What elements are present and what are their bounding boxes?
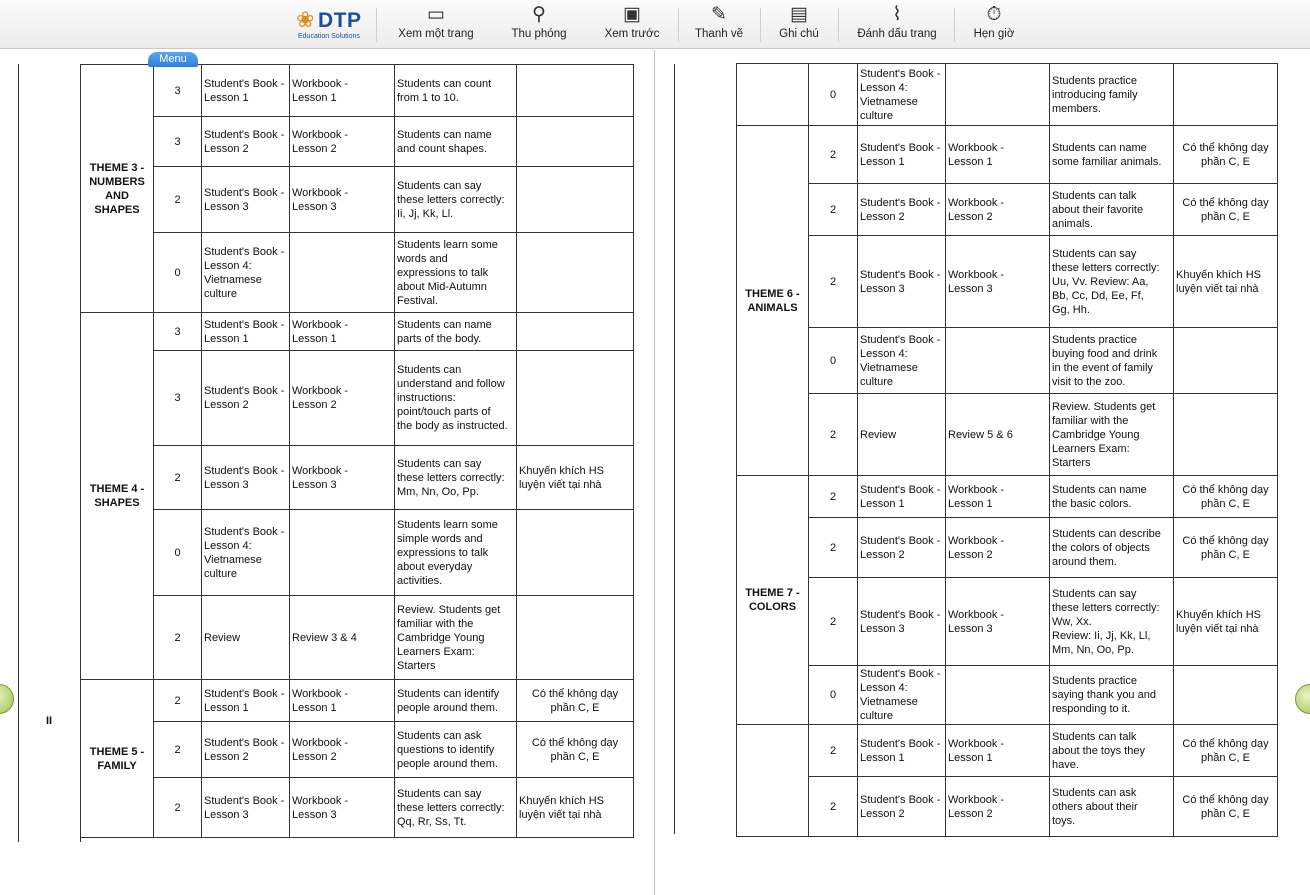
periods-cell: 3 bbox=[154, 351, 202, 446]
workbook-cell: Workbook - Lesson 3 bbox=[946, 236, 1050, 328]
note-cell: Khuyến khích HS luyện viết tại nhà bbox=[1174, 578, 1278, 666]
note-cell: Có thể không dạy phần C, E bbox=[1174, 777, 1278, 837]
note-cell bbox=[517, 313, 634, 351]
menu-tab[interactable]: Menu bbox=[148, 52, 198, 67]
note-cell bbox=[517, 167, 634, 233]
note-cell: Có thể không dạy phần C, E bbox=[1174, 518, 1278, 578]
workbook-cell: Workbook - Lesson 2 bbox=[946, 518, 1050, 578]
draw-toolbar-button[interactable] bbox=[690, 2, 748, 46]
workbook-cell: Workbook - Lesson 1 bbox=[290, 65, 395, 117]
objective-cell: Students can count from 1 to 10. bbox=[395, 65, 517, 117]
note-cell bbox=[517, 233, 634, 313]
objective-cell: Students learn some words and expressions to talk about Mid-Autumn Festival. bbox=[395, 233, 517, 313]
objective-cell: Students can say these letters correctly: Qq, Rr, Ss, Tt. bbox=[395, 778, 517, 838]
table-row bbox=[81, 65, 634, 117]
objective-cell: Students practice introducing family members. bbox=[1050, 64, 1174, 126]
students-book-cell: Student's Book - Lesson 1 bbox=[858, 126, 946, 184]
students-book-cell: Student's Book - Lesson 2 bbox=[202, 722, 290, 778]
note-cell: Có thể không dạy phần C, E bbox=[517, 680, 634, 722]
note-cell bbox=[517, 351, 634, 446]
periods-cell: 3 bbox=[154, 117, 202, 167]
zoom-label: Thu phóng bbox=[511, 28, 567, 40]
workbook-cell: Review 3 & 4 bbox=[290, 596, 395, 680]
objective-cell: Review. Students get familiar with the Cambridge Young Learners Exam: Starters bbox=[1050, 394, 1174, 476]
table-row bbox=[737, 126, 1278, 184]
note-cell bbox=[517, 65, 634, 117]
table-row bbox=[737, 184, 1278, 236]
note-label: Ghi chú bbox=[779, 28, 819, 40]
single-page-label: Xem một trang bbox=[398, 28, 474, 40]
table-row bbox=[737, 328, 1278, 394]
workbook-cell bbox=[946, 328, 1050, 394]
preview-label: Xem trước bbox=[604, 28, 660, 40]
theme-cell: THEME 7 - COLORS bbox=[737, 476, 809, 725]
students-book-cell: Student's Book - Lesson 2 bbox=[858, 518, 946, 578]
toolbar-divider bbox=[838, 8, 839, 42]
table-row bbox=[81, 351, 634, 446]
periods-cell: 2 bbox=[154, 778, 202, 838]
objective-cell: Students can say these letters correctly: Ww, Xx. Review: Ii, Jj, Kk, Ll, Mm, Nn, Oo, Pp. bbox=[1050, 578, 1174, 666]
objective-cell: Students can talk about the toys they have. bbox=[1050, 725, 1174, 777]
objective-cell: Students can name and count shapes. bbox=[395, 117, 517, 167]
periods-cell: 3 bbox=[154, 65, 202, 117]
workbook-cell: Workbook - Lesson 2 bbox=[946, 184, 1050, 236]
note-cell: Có thể không dạy phần C, E bbox=[1174, 184, 1278, 236]
workbook-cell: Workbook - Lesson 3 bbox=[290, 446, 395, 510]
left-page bbox=[0, 50, 655, 895]
workbook-cell bbox=[946, 64, 1050, 126]
students-book-cell: Student's Book - Lesson 4: Vietnamese culture bbox=[858, 328, 946, 394]
logo-subtitle: Education Solutions bbox=[298, 33, 360, 40]
table-row bbox=[81, 313, 634, 351]
lesson-plan-table-left bbox=[80, 64, 634, 838]
workbook-cell: Workbook - Lesson 3 bbox=[290, 778, 395, 838]
periods-cell: 2 bbox=[809, 394, 858, 476]
workbook-cell: Workbook - Lesson 2 bbox=[946, 777, 1050, 837]
workbook-cell: Review 5 & 6 bbox=[946, 394, 1050, 476]
table-row bbox=[737, 64, 1278, 126]
toolbar-divider bbox=[678, 8, 679, 42]
table-row bbox=[737, 777, 1278, 837]
lesson-plan-table-right bbox=[736, 63, 1278, 837]
periods-cell: 0 bbox=[809, 328, 858, 394]
students-book-cell: Student's Book - Lesson 1 bbox=[202, 65, 290, 117]
note-cell bbox=[517, 117, 634, 167]
table-row bbox=[737, 394, 1278, 476]
objective-cell: Students can name the basic colors. bbox=[1050, 476, 1174, 518]
students-book-cell: Student's Book - Lesson 2 bbox=[858, 777, 946, 837]
periods-cell: 2 bbox=[154, 722, 202, 778]
note-button[interactable] bbox=[772, 2, 826, 46]
table-row bbox=[81, 233, 634, 313]
preview-button[interactable] bbox=[598, 2, 666, 46]
objective-cell: Students can say these letters correctly: Uu, Vv. Review: Aa, Bb, Cc, Dd, Ee, Ff, Gg, Hh. bbox=[1050, 236, 1174, 328]
page-border-line bbox=[674, 64, 675, 834]
objective-cell: Students can name some familiar animals. bbox=[1050, 126, 1174, 184]
note-cell bbox=[1174, 64, 1278, 126]
timer-button[interactable] bbox=[964, 2, 1024, 46]
objective-cell: Students practice saying thank you and responding to it. bbox=[1050, 666, 1174, 725]
workbook-cell bbox=[290, 233, 395, 313]
objective-cell: Students can ask others about their toys. bbox=[1050, 777, 1174, 837]
periods-cell: 0 bbox=[809, 64, 858, 126]
periods-cell: 2 bbox=[154, 446, 202, 510]
objective-cell: Students can understand and follow instructions: point/touch parts of the body as instructed. bbox=[395, 351, 517, 446]
periods-cell: 0 bbox=[154, 233, 202, 313]
theme-cell: THEME 5 - FAMILY bbox=[81, 680, 154, 838]
students-book-cell: Student's Book - Lesson 1 bbox=[202, 680, 290, 722]
table-row bbox=[737, 476, 1278, 518]
workbook-cell: Workbook - Lesson 1 bbox=[290, 680, 395, 722]
note-cell: Có thể không dạy phần C, E bbox=[1174, 725, 1278, 777]
periods-cell: 2 bbox=[809, 476, 858, 518]
draw-toolbar-label: Thanh vẽ bbox=[695, 28, 743, 40]
periods-cell: 2 bbox=[809, 236, 858, 328]
periods-cell: 2 bbox=[154, 680, 202, 722]
single-page-icon: ▭ bbox=[427, 4, 445, 25]
zoom-button[interactable] bbox=[504, 2, 574, 46]
single-page-button[interactable] bbox=[388, 2, 484, 46]
toolbar-divider bbox=[954, 8, 955, 42]
objective-cell: Students practice buying food and drink in the event of family visit to the zoo. bbox=[1050, 328, 1174, 394]
objective-cell: Students can say these letters correctly: Mm, Nn, Oo, Pp. bbox=[395, 446, 517, 510]
periods-cell: 3 bbox=[154, 313, 202, 351]
page-border-line bbox=[18, 64, 19, 842]
objective-cell: Students can describe the colors of objects around them. bbox=[1050, 518, 1174, 578]
periods-cell: 2 bbox=[809, 578, 858, 666]
note-cell: Khuyến khích HS luyện viết tại nhà bbox=[517, 446, 634, 510]
workbook-cell: Workbook - Lesson 2 bbox=[290, 117, 395, 167]
theme-cell bbox=[737, 725, 809, 837]
table-row bbox=[737, 236, 1278, 328]
zoom-icon: ⚲ bbox=[532, 4, 546, 25]
students-book-cell: Student's Book - Lesson 3 bbox=[858, 236, 946, 328]
students-book-cell: Student's Book - Lesson 2 bbox=[202, 117, 290, 167]
students-book-cell: Student's Book - Lesson 4: Vietnamese culture bbox=[858, 64, 946, 126]
toolbar-divider bbox=[760, 8, 761, 42]
timer-icon: ⏱ bbox=[986, 4, 1002, 25]
preview-icon: ▣ bbox=[623, 4, 641, 25]
students-book-cell: Student's Book - Lesson 1 bbox=[858, 476, 946, 518]
periods-cell: 0 bbox=[154, 510, 202, 596]
objective-cell: Students can ask questions to identify people around them. bbox=[395, 722, 517, 778]
periods-cell: 2 bbox=[809, 184, 858, 236]
table-row bbox=[737, 725, 1278, 777]
workbook-cell: Workbook - Lesson 2 bbox=[290, 722, 395, 778]
note-icon: ▤ bbox=[790, 4, 808, 25]
students-book-cell: Student's Book - Lesson 3 bbox=[202, 167, 290, 233]
students-book-cell: Student's Book - Lesson 3 bbox=[202, 446, 290, 510]
note-cell: Có thể không dạy phần C, E bbox=[1174, 126, 1278, 184]
objective-cell: Review. Students get familiar with the Cambridge Young Learners Exam: Starters bbox=[395, 596, 517, 680]
workbook-cell: Workbook - Lesson 1 bbox=[290, 313, 395, 351]
periods-cell: 2 bbox=[154, 596, 202, 680]
workbook-cell: Workbook - Lesson 3 bbox=[946, 578, 1050, 666]
periods-cell: 2 bbox=[809, 126, 858, 184]
paperclip-icon: ⌇ bbox=[892, 4, 902, 25]
students-book-cell: Review bbox=[858, 394, 946, 476]
toolbar bbox=[0, 0, 1310, 49]
table-row bbox=[81, 680, 634, 722]
theme-cell: THEME 4 - SHAPES bbox=[81, 313, 154, 680]
periods-cell: 2 bbox=[809, 777, 858, 837]
logo-text: DTP bbox=[318, 9, 362, 32]
table-row bbox=[737, 578, 1278, 666]
objective-cell: Students can name parts of the body. bbox=[395, 313, 517, 351]
table-row bbox=[81, 117, 634, 167]
note-cell bbox=[1174, 666, 1278, 725]
students-book-cell: Student's Book - Lesson 3 bbox=[858, 578, 946, 666]
periods-cell: 2 bbox=[809, 518, 858, 578]
note-cell: Có thể không dạy phần C, E bbox=[1174, 476, 1278, 518]
timer-label: Hẹn giờ bbox=[973, 28, 1015, 40]
workbook-cell bbox=[946, 666, 1050, 725]
note-cell bbox=[1174, 394, 1278, 476]
table-row bbox=[737, 666, 1278, 725]
theme-cell: THEME 6 - ANIMALS bbox=[737, 126, 809, 476]
dtp-logo bbox=[296, 5, 362, 43]
table-row bbox=[81, 596, 634, 680]
students-book-cell: Student's Book - Lesson 4: Vietnamese culture bbox=[202, 233, 290, 313]
toolbar-divider bbox=[376, 8, 377, 42]
workbook-cell: Workbook - Lesson 1 bbox=[946, 476, 1050, 518]
theme-cell: THEME 3 - NUMBERS AND SHAPES bbox=[81, 65, 154, 313]
objective-cell: Students can say these letters correctly: Ii, Jj, Kk, Ll. bbox=[395, 167, 517, 233]
periods-cell: 2 bbox=[154, 167, 202, 233]
pencil-icon: ✎ bbox=[711, 4, 727, 25]
objective-cell: Students can talk about their favorite animals. bbox=[1050, 184, 1174, 236]
workbook-cell: Workbook - Lesson 2 bbox=[290, 351, 395, 446]
note-cell: Có thể không dạy phần C, E bbox=[517, 722, 634, 778]
students-book-cell: Student's Book - Lesson 1 bbox=[202, 313, 290, 351]
students-book-cell: Student's Book - Lesson 2 bbox=[858, 184, 946, 236]
bookmark-button[interactable] bbox=[850, 2, 944, 46]
note-cell: Khuyến khích HS luyện viết tại nhà bbox=[1174, 236, 1278, 328]
workbook-cell: Workbook - Lesson 3 bbox=[290, 167, 395, 233]
table-row bbox=[81, 167, 634, 233]
theme-cell bbox=[737, 64, 809, 126]
bookmark-label: Đánh dấu trang bbox=[857, 28, 937, 40]
periods-cell: 0 bbox=[809, 666, 858, 725]
workbook-cell: Workbook - Lesson 1 bbox=[946, 126, 1050, 184]
workbook-cell: Workbook - Lesson 1 bbox=[946, 725, 1050, 777]
table-row bbox=[81, 510, 634, 596]
unit-label: II bbox=[46, 715, 53, 727]
objective-cell: Students can identify people around them. bbox=[395, 680, 517, 722]
note-cell bbox=[517, 596, 634, 680]
students-book-cell: Student's Book - Lesson 2 bbox=[202, 351, 290, 446]
objective-cell: Students learn some simple words and expressions to talk about everyday activities. bbox=[395, 510, 517, 596]
note-cell: Khuyến khích HS luyện viết tại nhà bbox=[517, 778, 634, 838]
table-row bbox=[737, 518, 1278, 578]
students-book-cell: Review bbox=[202, 596, 290, 680]
logo-mark-icon: ❀ bbox=[296, 7, 315, 32]
students-book-cell: Student's Book - Lesson 1 bbox=[858, 725, 946, 777]
table-row bbox=[81, 778, 634, 838]
table-row bbox=[81, 446, 634, 510]
students-book-cell: Student's Book - Lesson 3 bbox=[202, 778, 290, 838]
note-cell bbox=[517, 510, 634, 596]
right-page bbox=[657, 50, 1310, 895]
note-cell bbox=[1174, 328, 1278, 394]
table-row bbox=[81, 722, 634, 778]
workbook-cell bbox=[290, 510, 395, 596]
students-book-cell: Student's Book - Lesson 4: Vietnamese culture bbox=[202, 510, 290, 596]
periods-cell: 2 bbox=[809, 725, 858, 777]
students-book-cell: Student's Book - Lesson 4: Vietnamese culture bbox=[858, 666, 946, 725]
